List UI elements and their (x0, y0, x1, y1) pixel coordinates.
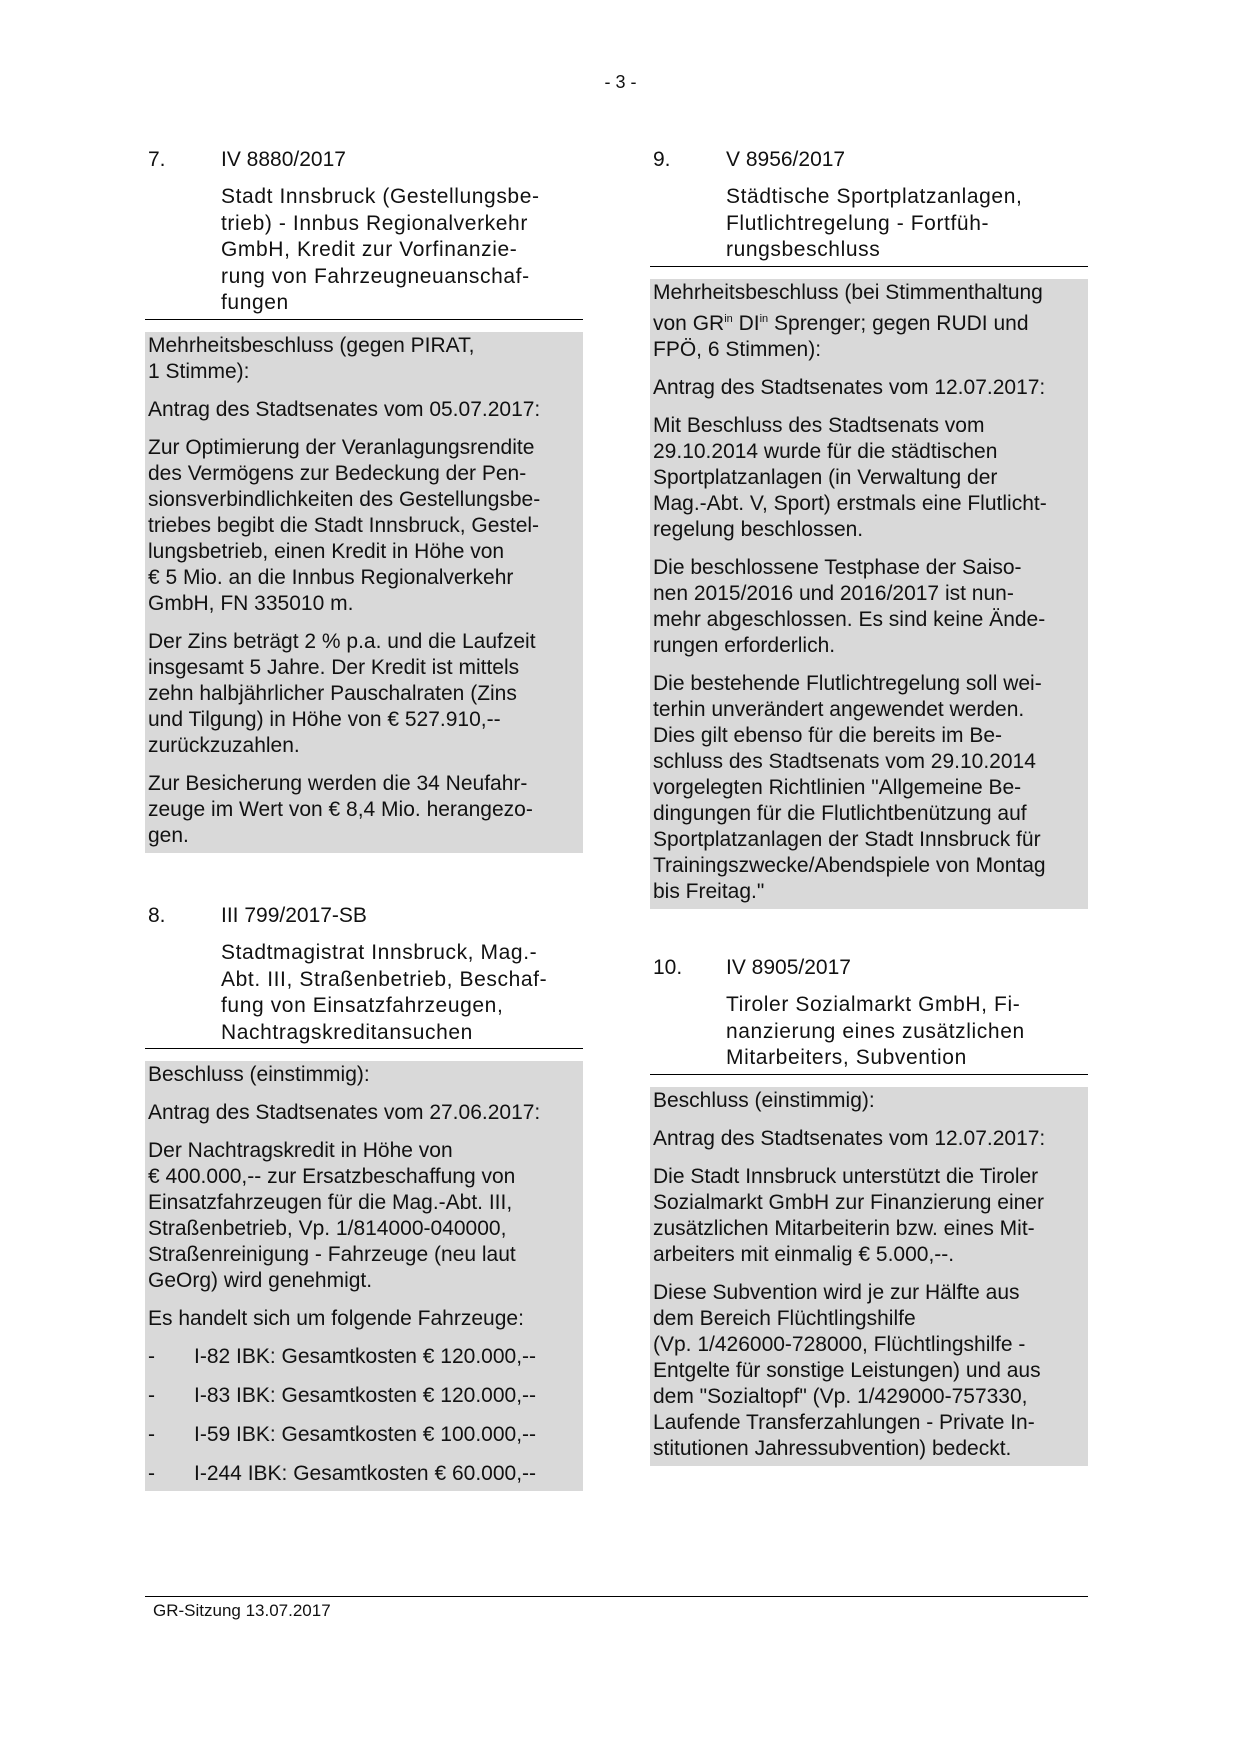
list-item (148, 1344, 580, 1370)
resolution-box (650, 1087, 1088, 1466)
resolution-box (145, 1061, 583, 1491)
list-dash: - (148, 1423, 155, 1446)
paragraph: Der Nachtragskredit in Höhe von € 400.000,-- zur Ersatzbeschaffung von Einsatzfahrzeugen für die Mag.-Abt. III, Straßenbetrieb, Vp. 1/814000-040000, Straßenreinigung - Fahrzeuge (neu laut GeOrg) wird genehmigt. (148, 1139, 516, 1292)
list-item (148, 1461, 580, 1487)
list-item-text: I-83 IBK: Gesamtkosten € 120.000,-- (194, 1384, 537, 1407)
paragraph: Der Zins beträgt 2 % p.a. und die Laufzeit insgesamt 5 Jahre. Der Kredit ist mittels zehn halbjährlicher Pauschalraten (Zins und Tilgung) in Höhe von € 527.910,-- zurückzuzahlen. (148, 629, 536, 757)
resolution-box (650, 279, 1088, 909)
divider (145, 1048, 583, 1049)
item-reference: IV 8880/2017 (221, 148, 346, 171)
decision-text: Beschluss (einstimmig): (653, 1088, 875, 1112)
item-title: Stadt Innsbruck (Gestellungsbe- trieb) - Innbus Regionalverkehr GmbH, Kredit zur Vorfinanzie- rung von Fahrzeugneuanschaf- fungen (221, 185, 540, 314)
agenda-item-7 (145, 147, 583, 853)
decision-text (653, 280, 1085, 363)
item-number: 7. (148, 148, 166, 171)
motion-text: Antrag des Stadtsenates vom 05.07.2017: (148, 397, 541, 421)
motion-text: Antrag des Stadtsenates vom 12.07.2017: (653, 1126, 1046, 1150)
list-item-text: I-59 IBK: Gesamtkosten € 100.000,-- (194, 1423, 537, 1446)
decision-text-part: DI (732, 311, 760, 335)
list-item-text: I-244 IBK: Gesamtkosten € 60.000,-- (194, 1462, 537, 1485)
paragraph: Zur Besicherung werden die 34 Neufahr- zeuge im Wert von € 8,4 Mio. herangezo- gen. (148, 771, 533, 847)
decision-text: Mehrheitsbeschluss (gegen PIRAT, 1 Stimme): (148, 333, 475, 383)
paragraph: Mit Beschluss des Stadtsenats vom 29.10.2014 wurde für die städtischen Sportplatzanlagen (in Verwaltung der Mag.-Abt. V, Sport) erstmals eine Flutlicht- regelung beschlossen. (653, 413, 1047, 541)
decision-text-part: Sprenger; gegen RUDI und FPÖ, 6 Stimmen): (653, 311, 1029, 361)
motion-text: Antrag des Stadtsenates vom 12.07.2017: (653, 375, 1046, 399)
paragraph: Diese Subvention wird je zur Hälfte aus dem Bereich Flüchtlingshilfe (Vp. 1/426000-728000, Flüchtlingshilfe - Entgelte für sonstige Leistungen) und aus dem "Sozialtopf" (Vp. 1/429000-757330, Laufende Transferzahlungen - Private In- stitutionen Jahressubvention) bedeckt. (653, 1280, 1041, 1460)
list-dash: - (148, 1462, 155, 1485)
superscript: in (724, 312, 733, 325)
list-item (148, 1422, 580, 1448)
item-title: Tiroler Sozialmarkt GmbH, Fi- nanzierung eines zusätzlichen Mitarbeiters, Subvention (726, 993, 1025, 1069)
decision-text: Beschluss (einstimmig): (148, 1063, 370, 1086)
item-title: Städtische Sportplatzanlagen, Flutlichtregelung - Fortfüh- rungsbeschluss (726, 185, 1023, 261)
item-reference: V 8956/2017 (726, 148, 846, 171)
divider (650, 266, 1088, 267)
paragraph: Zur Optimierung der Veranlagungsrendite des Vermögens zur Bedeckung der Pen- sionsverbindlichkeiten des Gestellungsbe- triebes begibt die Stadt Innsbruck, Gestel- lungsbetrieb, einen Kredit in Höhe von € 5 Mio. an die Innbus Regionalverkehr GmbH, FN 335010 m. (148, 435, 541, 615)
item-reference: III 799/2017-SB (221, 904, 367, 927)
list-item-text: I-82 IBK: Gesamtkosten € 120.000,-- (194, 1345, 537, 1368)
item-number: 8. (148, 904, 166, 927)
agenda-item-8 (145, 903, 583, 1491)
divider (145, 319, 583, 320)
divider (650, 1074, 1088, 1075)
agenda-item-10 (650, 955, 1088, 1466)
page-number: - 3 - (604, 72, 637, 92)
list-dash: - (148, 1345, 155, 1368)
item-number: 9. (653, 148, 671, 171)
paragraph: Die bestehende Flutlichtregelung soll wei- terhin unverändert angewendet werden. Dies gilt ebenso für die bereits im Be- schluss des Stadtsenats vom 29.10.2014 vorgelegten Richtlinien "Allgemeine Be- dingungen für die Flutlichtbenützung auf Sportplatzanlagen der Stadt Innsbruck für Trainingszwecke/Abendspiele von Montag bis Freitag." (653, 671, 1046, 903)
superscript: in (759, 312, 769, 325)
paragraph: Die Stadt Innsbruck unterstützt die Tiroler Sozialmarkt GmbH zur Finanzierung einer zusätzlichen Mitarbeiterin bzw. eines Mit- arbeiters mit einmalig € 5.000,--. (653, 1164, 1044, 1266)
agenda-item-9 (650, 147, 1088, 909)
list-dash: - (148, 1384, 155, 1407)
decision-text-part: Mehrheitsbeschluss (bei Stimmenthaltung von GR (653, 280, 1043, 335)
paragraph: Die beschlossene Testphase der Saiso- nen 2015/2016 und 2016/2017 ist nun- mehr abgeschlossen. Es sind keine Ände- rungen erforderlich. (653, 555, 1046, 657)
item-reference: IV 8905/2017 (726, 956, 851, 979)
footer-text: GR-Sitzung 13.07.2017 (153, 1601, 331, 1620)
resolution-box (145, 332, 583, 853)
item-title: Stadtmagistrat Innsbruck, Mag.- Abt. III, Straßenbetrieb, Beschaf- fung von Einsatzfahrzeugen, Nachtragskreditansuchen (221, 941, 548, 1044)
paragraph: Es handelt sich um folgende Fahrzeuge: (148, 1307, 524, 1330)
list-item (148, 1383, 580, 1409)
item-number: 10. (653, 956, 683, 979)
motion-text: Antrag des Stadtsenates vom 27.06.2017: (148, 1101, 541, 1124)
footer-divider (145, 1596, 1088, 1597)
